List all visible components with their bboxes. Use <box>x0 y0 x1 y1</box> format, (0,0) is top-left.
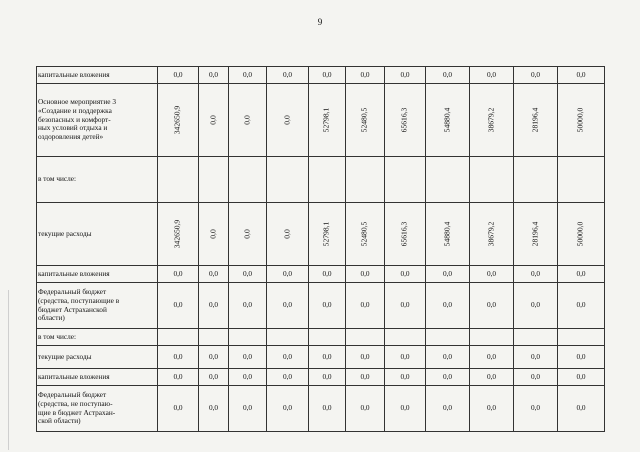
table-cell: 0,0 <box>346 346 385 369</box>
row-label: Федеральный бюджет (средства, не поступаю- щие в бюджет Астрахан- ской области) <box>37 386 158 432</box>
table-cell: 0,0 <box>426 346 470 369</box>
table-cell: 52798,1 <box>309 203 346 266</box>
table-cell: 0,0 <box>267 203 309 266</box>
table-cell: 0,0 <box>346 369 385 386</box>
table-cell: 0,0 <box>229 346 267 369</box>
table-cell <box>346 157 385 203</box>
table-cell: 0,0 <box>309 283 346 329</box>
table-cell <box>158 329 199 346</box>
table-cell: 0,0 <box>267 266 309 283</box>
table-cell: 52480,5 <box>346 84 385 157</box>
table-cell: 0,0 <box>199 84 229 157</box>
table-cell: 0,0 <box>385 283 426 329</box>
table-cell: 54880,4 <box>426 84 470 157</box>
table-cell: 0,0 <box>229 203 267 266</box>
row-label: в том числе: <box>37 329 158 346</box>
table-cell <box>199 329 229 346</box>
table-cell: 54880,4 <box>426 203 470 266</box>
table-cell <box>199 157 229 203</box>
table-cell: 0,0 <box>558 346 605 369</box>
table-row <box>37 84 605 157</box>
table-cell: 0,0 <box>309 346 346 369</box>
table-cell: 0,0 <box>470 266 514 283</box>
table-cell <box>514 157 558 203</box>
table-cell: 0,0 <box>558 386 605 432</box>
table-cell: 0,0 <box>158 369 199 386</box>
page-number: 9 <box>317 17 323 27</box>
table-cell: 52798,1 <box>309 84 346 157</box>
table-cell: 0,0 <box>514 369 558 386</box>
table-cell: 28196,4 <box>514 203 558 266</box>
table-cell: 50000,0 <box>558 203 605 266</box>
table-cell: 0,0 <box>426 386 470 432</box>
table-cell: 0,0 <box>385 386 426 432</box>
table-cell: 0,0 <box>346 386 385 432</box>
table-row <box>37 283 605 329</box>
table-cell <box>309 157 346 203</box>
table-cell: 0,0 <box>229 386 267 432</box>
table-cell: 0,0 <box>426 369 470 386</box>
table-cell: 0,0 <box>267 386 309 432</box>
table-cell <box>426 157 470 203</box>
table-cell: 0,0 <box>158 346 199 369</box>
table-cell: 342650,9 <box>158 203 199 266</box>
table-cell: 0,0 <box>229 84 267 157</box>
table-cell: 50000,0 <box>558 84 605 157</box>
table-cell <box>470 157 514 203</box>
table-cell: 0,0 <box>199 346 229 369</box>
table-cell: 65616,3 <box>385 203 426 266</box>
table-cell: 0,0 <box>470 369 514 386</box>
table-cell: 0,0 <box>470 346 514 369</box>
table-row <box>37 346 605 369</box>
table-cell: 0,0 <box>199 369 229 386</box>
row-label: текущие расходы <box>37 203 158 266</box>
row-label: капитальные вложения <box>37 266 158 283</box>
table-cell: 38679,2 <box>470 203 514 266</box>
budget-table <box>36 66 605 432</box>
row-label: капитальные вложения <box>37 67 158 84</box>
table-cell: 0,0 <box>558 369 605 386</box>
table-cell <box>158 157 199 203</box>
table-row <box>37 369 605 386</box>
table-cell: 0,0 <box>558 283 605 329</box>
table-cell <box>267 329 309 346</box>
table-cell <box>385 157 426 203</box>
table-cell: 0,0 <box>267 346 309 369</box>
row-label: Федеральный бюджет (средства, поступающие в бюджет Астраханской области) <box>37 283 158 329</box>
table-cell: 0,0 <box>385 346 426 369</box>
table-cell <box>426 329 470 346</box>
table-cell <box>558 157 605 203</box>
table-cell: 0,0 <box>229 283 267 329</box>
table-cell: 0,0 <box>158 386 199 432</box>
table-cell: 0,0 <box>470 283 514 329</box>
table-row <box>37 203 605 266</box>
table-row <box>37 157 605 203</box>
table-cell: 0,0 <box>426 67 470 84</box>
table-cell: 0,0 <box>267 369 309 386</box>
table-cell: 0,0 <box>346 67 385 84</box>
table-cell: 0,0 <box>514 346 558 369</box>
table-cell: 0,0 <box>346 266 385 283</box>
table-cell: 0,0 <box>514 266 558 283</box>
table-cell: 0,0 <box>470 67 514 84</box>
table-cell: 0,0 <box>514 283 558 329</box>
table-cell: 0,0 <box>158 266 199 283</box>
table-cell: 52480,5 <box>346 203 385 266</box>
table-cell: 0,0 <box>309 369 346 386</box>
table-cell: 0,0 <box>229 266 267 283</box>
table-cell: 0,0 <box>426 266 470 283</box>
row-label: в том числе: <box>37 157 158 203</box>
table-cell: 38679,2 <box>470 84 514 157</box>
table-cell: 342650,9 <box>158 84 199 157</box>
table-cell: 65616,3 <box>385 84 426 157</box>
table-cell: 28196,4 <box>514 84 558 157</box>
table-cell: 0,0 <box>385 369 426 386</box>
table-cell <box>470 329 514 346</box>
table-cell: 0,0 <box>426 283 470 329</box>
table-row <box>37 386 605 432</box>
table-cell: 0,0 <box>199 266 229 283</box>
table-cell: 0,0 <box>385 266 426 283</box>
table-cell: 0,0 <box>309 67 346 84</box>
table-cell: 0,0 <box>514 386 558 432</box>
table-row <box>37 67 605 84</box>
table-cell: 0,0 <box>514 67 558 84</box>
table-cell: 0,0 <box>267 67 309 84</box>
table-cell <box>558 329 605 346</box>
table-cell: 0,0 <box>558 67 605 84</box>
table-cell <box>267 157 309 203</box>
table-cell: 0,0 <box>199 386 229 432</box>
table-cell: 0,0 <box>385 67 426 84</box>
table-cell: 0,0 <box>199 67 229 84</box>
table-cell: 0,0 <box>470 386 514 432</box>
table-cell <box>385 329 426 346</box>
table-cell: 0,0 <box>267 84 309 157</box>
table-cell <box>309 329 346 346</box>
row-label: капитальные вложения <box>37 369 158 386</box>
table-cell: 0,0 <box>199 283 229 329</box>
table-cell: 0,0 <box>267 283 309 329</box>
scan-edge-line <box>8 290 9 450</box>
table-cell <box>229 157 267 203</box>
table-cell: 0,0 <box>158 283 199 329</box>
table-cell <box>229 329 267 346</box>
table-cell: 0,0 <box>346 283 385 329</box>
row-label: Основное мероприятие 3 «Создание и поддержка безопасных и комфорт- ных условий отдыха и оздоровления детей» <box>37 84 158 157</box>
table-cell: 0,0 <box>199 203 229 266</box>
table-cell <box>346 329 385 346</box>
table-cell: 0,0 <box>229 369 267 386</box>
table-cell: 0,0 <box>229 67 267 84</box>
table-cell: 0,0 <box>158 67 199 84</box>
table-cell: 0,0 <box>309 386 346 432</box>
table-row <box>37 266 605 283</box>
table-row <box>37 329 605 346</box>
table-cell: 0,0 <box>558 266 605 283</box>
row-label: текущие расходы <box>37 346 158 369</box>
table-cell <box>514 329 558 346</box>
table-cell: 0,0 <box>309 266 346 283</box>
